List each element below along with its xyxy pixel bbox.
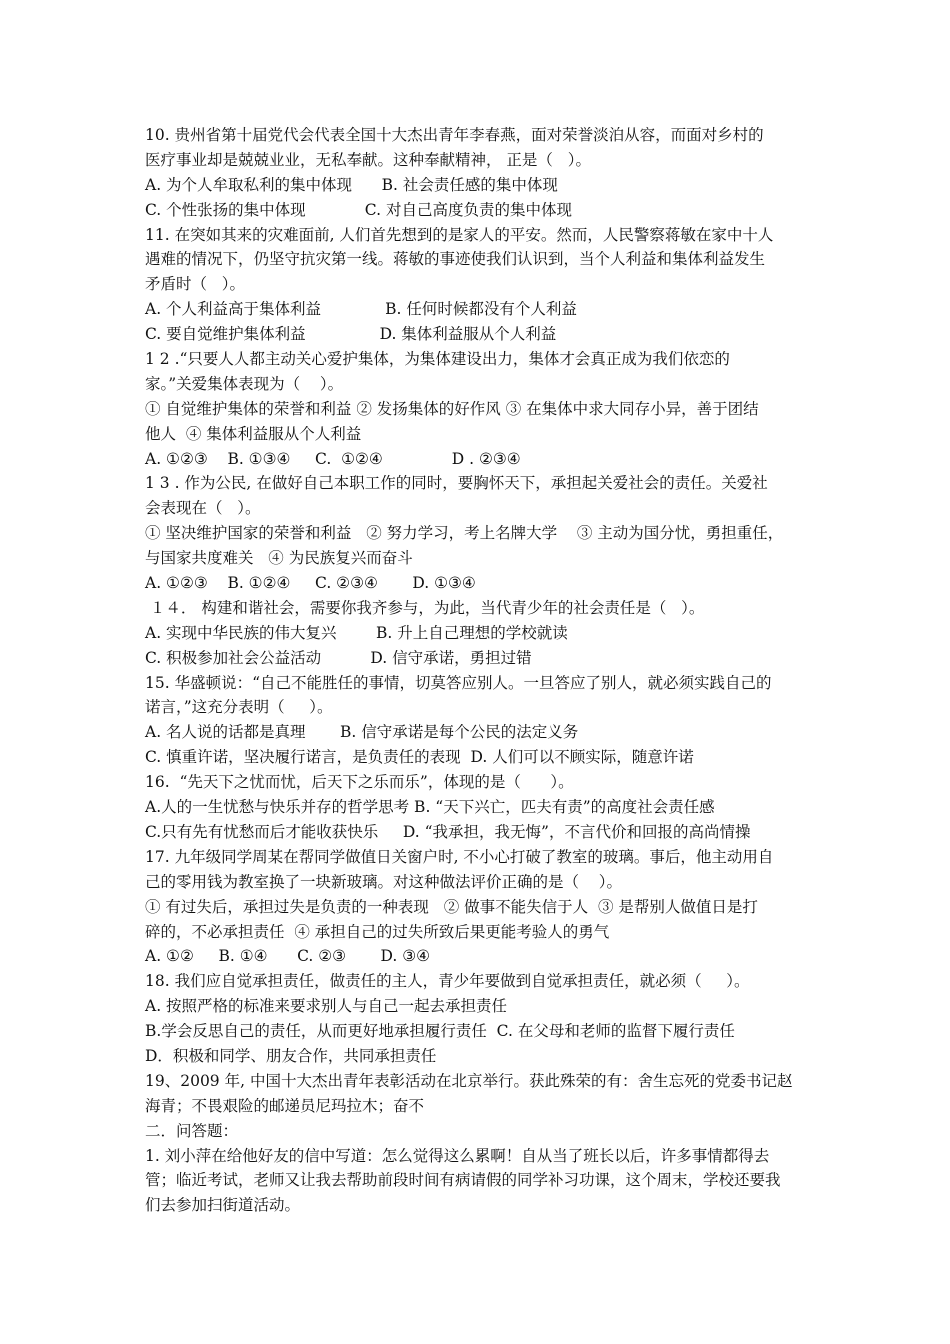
essay-q1-line-1: 1. 刘小萍在给他好友的信中写道：怎么觉得这么累啊！自从当了班长以后，许多事情都得去	[145, 1146, 770, 1165]
q11-options-cd: C. 要自觉维护集体利益 D. 集体利益服从个人利益	[145, 325, 557, 344]
q11-line-2: 遇难的情况下，仍坚守抗灾第一线。蒋敏的事迹使我们认识到，当个人利益和集体利益发生	[145, 250, 766, 269]
q17-statements-2: 碎的，不必承担责任 ④ 承担自己的过失所致后果更能考验人的勇气	[145, 922, 610, 941]
q14-options-ab: A. 实现中华民族的伟大复兴 B. 升上自己理想的学校就读	[145, 623, 568, 642]
q12-statements-1: ① 自觉维护集体的荣誉和利益 ② 发扬集体的好作风 ③ 在集体中求大同存小异，善于团结	[145, 399, 759, 418]
q16-options-cd: C.只有先有忧愁而后才能收获快乐 D. “我承担，我无悔”，不言代价和回报的高尚情操	[145, 822, 751, 841]
q10-line-2: 医疗事业却是兢兢业业，无私奉献。这种奉献精神， 正是（ ）。	[145, 150, 591, 169]
q16-options-ab: A.人的一生忧愁与快乐并存的哲学思考 B. “天下兴亡，匹夫有责”的高度社会责任感	[145, 798, 715, 817]
q11-line-1: 11. 在突如其来的灾难面前, 人们首先想到的是家人的平安。然而，人民警察蒋敏在家中十人	[145, 225, 774, 244]
q15-line-1: 15. 华盛顿说：“自己不能胜任的事情，切莫答应别人。一旦答应了别人，就必须实践自己的	[145, 673, 772, 692]
q12-line-1: 1 2 .“只要人人都主动关心爱护集体，为集体建设出力，集体才会真正成为我们依恋的	[145, 350, 730, 369]
essay-q1-line-2: 管；临近考试，老师又让我去帮助前段时间有病请假的同学补习功课，这个周末，学校还要我	[145, 1171, 781, 1190]
q13-options: A. ①②③ B. ①②④ C. ②③④ D. ①③④	[145, 574, 476, 593]
q12-options: A. ①②③ B. ①③④ C. ①②④ D . ②③④	[145, 449, 521, 468]
q13-statements-1: ① 坚决维护国家的荣誉和利益 ② 努力学习，考上名牌大学 ③ 主动为国分忧，勇担重任，	[145, 524, 784, 543]
q13-line-2: 会表现在（ ）。	[145, 499, 261, 518]
q19-line-2: 海青；不畏艰险的邮递员尼玛拉木；奋不	[145, 1096, 425, 1115]
document-page	[145, 123, 815, 1218]
q14-line-1: １４． 构建和谐社会，需要你我齐参与，为此，当代青少年的社会责任是（ ）。	[145, 598, 705, 617]
q18-option-a: A. 按照严格的标准来要求别人与自己一起去承担责任	[145, 997, 508, 1016]
q18-options-bc: B.学会反思自己的责任，从而更好地承担履行责任 C. 在父母和老师的监督下履行责任	[145, 1022, 735, 1041]
section-two-heading: 二．问答题：	[145, 1121, 239, 1140]
q10-options-cd: C. 个性张扬的集中体现 C. 对自己高度负责的集中体现	[145, 200, 572, 219]
q18-option-d: D．积极和同学、朋友合作，共同承担责任	[145, 1046, 437, 1065]
q18-line-1: 18. 我们应自觉承担责任，做责任的主人，青少年要做到自觉承担责任，就必须（ ）。	[145, 972, 750, 991]
q10-options-ab: A. 为个人牟取私利的集中体现 B. 社会责任感的集中体现	[145, 175, 558, 194]
q15-options-cd: C. 慎重许诺，坚决履行诺言，是负责任的表现 D. 人们可以不顾实际，随意许诺	[145, 748, 694, 767]
q10-line-1: 10. 贵州省第十届党代会代表全国十大杰出青年李春燕，面对荣誉淡泊从容，而面对乡村的	[145, 126, 764, 144]
q17-line-1: 17. 九年级同学周某在帮同学做值日关窗户时, 不小心打破了教室的玻璃。事后，他主动用自	[145, 847, 774, 866]
q12-line-2: 家。”关爱集体表现为（ ）。	[145, 374, 344, 393]
q19-line-1: 19、2009 年, 中国十大杰出青年表彰活动在北京举行。获此殊荣的有：舍生忘死的党委书记赵	[145, 1071, 793, 1090]
q13-statements-2: 与国家共度难关 ④ 为民族复兴而奋斗	[145, 549, 413, 568]
q14-options-cd: C. 积极参加社会公益活动 D. 信守承诺，勇担过错	[145, 648, 532, 667]
q17-options: A. ①② B. ①④ C. ②③ D. ③④	[145, 947, 431, 966]
q11-line-3: 矛盾时（ ）。	[145, 275, 246, 294]
q17-statements-1: ① 有过失后，承担过失是负责的一种表现 ② 做事不能失信于人 ③ 是帮别人做值日是打	[145, 897, 758, 916]
essay-q1-line-3: 们去参加扫街道活动。	[145, 1196, 301, 1215]
q15-options-ab: A. 名人说的话都是真理 B. 信守承诺是每个公民的法定义务	[145, 723, 579, 742]
q12-statements-2: 他人 ④ 集体利益服从个人利益	[145, 424, 362, 443]
q16-line-1: 16. “先天下之忧而忧，后天下之乐而乐”，体现的是（ ）。	[145, 773, 574, 792]
q11-options-ab: A. 个人利益高于集体利益 B. 任何时候都没有个人利益	[145, 300, 577, 319]
q17-line-2: 己的零用钱为教室换了一块新玻璃。对这种做法评价正确的是（ ）。	[145, 872, 622, 891]
q15-line-2: 诺言，”这充分表明（ ）。	[145, 698, 333, 717]
q13-line-1: 1 3 . 作为公民, 在做好自己本职工作的同时，要胸怀天下，承担起关爱社会的责任。关爱社	[145, 474, 768, 493]
